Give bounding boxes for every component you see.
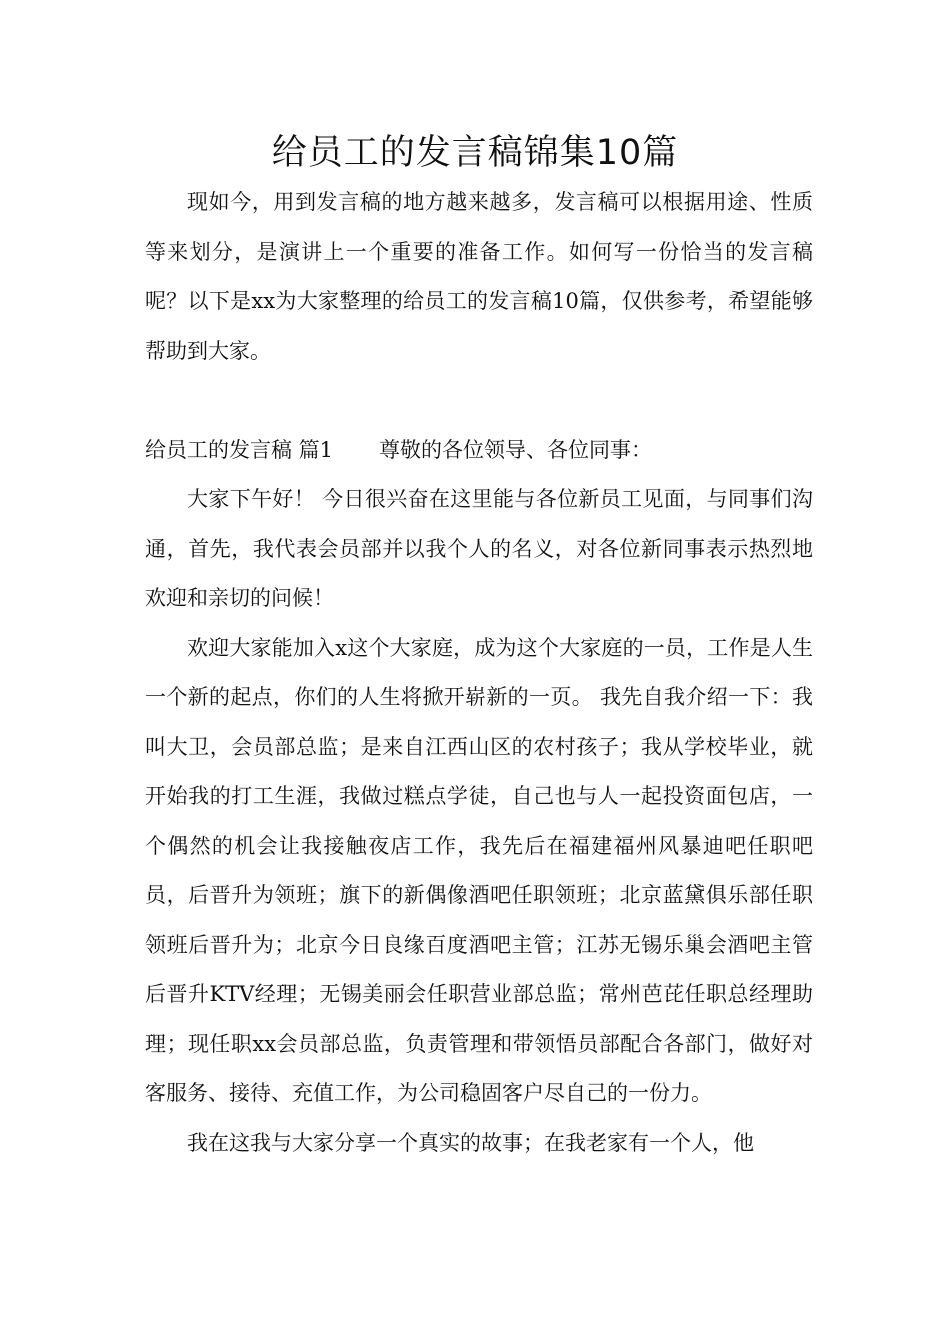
section-heading: 给员工的发言稿 篇1 xyxy=(145,437,334,462)
body-paragraph: 我在这我与大家分享一个真实的故事；在我老家有一个人，他 xyxy=(187,1130,754,1155)
document-title: 给员工的发言稿锦集10篇 xyxy=(271,133,679,173)
document-body xyxy=(145,178,813,1168)
intro-paragraph: 现如今，用到发言稿的地方越来越多，发言稿可以根据用途、性质等来划分，是演讲上一个重要的准备工作。如何写一份恰当的发言稿呢？以下是xx为大家整理的给员工的发言稿10篇，仅供参考，希望能够帮助到大家。 xyxy=(145,190,813,363)
salutation: 尊敬的各位领导、各位同事： xyxy=(379,437,653,462)
section-heading-line xyxy=(145,426,813,476)
body-paragraph: 大家下午好！ 今日很兴奋在这里能与各位新员工见面，与同事们沟通，首先，我代表会员部并以我个人的名义，对各位新同事表示热烈地欢迎和亲切的问候！ xyxy=(145,487,813,610)
body-paragraph: 欢迎大家能加入x这个大家庭，成为这个大家庭的一员，工作是人生一个新的起点，你们的人生将掀开崭新的一页。 我先自我介绍一下：我叫大卫，会员部总监；是来自江西山区的农村孩子；我从学校毕业，就开始我的打工生涯，我做过糕点学徒，自己也与人一起投资面包店，一个偶然的机会让我接触夜店工作，我先后在福建福州风暴迪吧任职吧员，后晋升为领班；旗下的新偶像酒吧任职领班；北京蓝黛俱乐部任职领班后晋升为；北京今日良缘百度酒吧主管；江苏无锡乐巢会酒吧主管后晋升KTV经理；无锡美丽会任职营业部总监；常州芭芘任职总经理助理；现任职xx会员部总监，负责管理和带领悟员部配合各部门，做好对客服务、接待、充值工作，为公司稳固客户尽自己的一份力。 xyxy=(145,635,813,1105)
